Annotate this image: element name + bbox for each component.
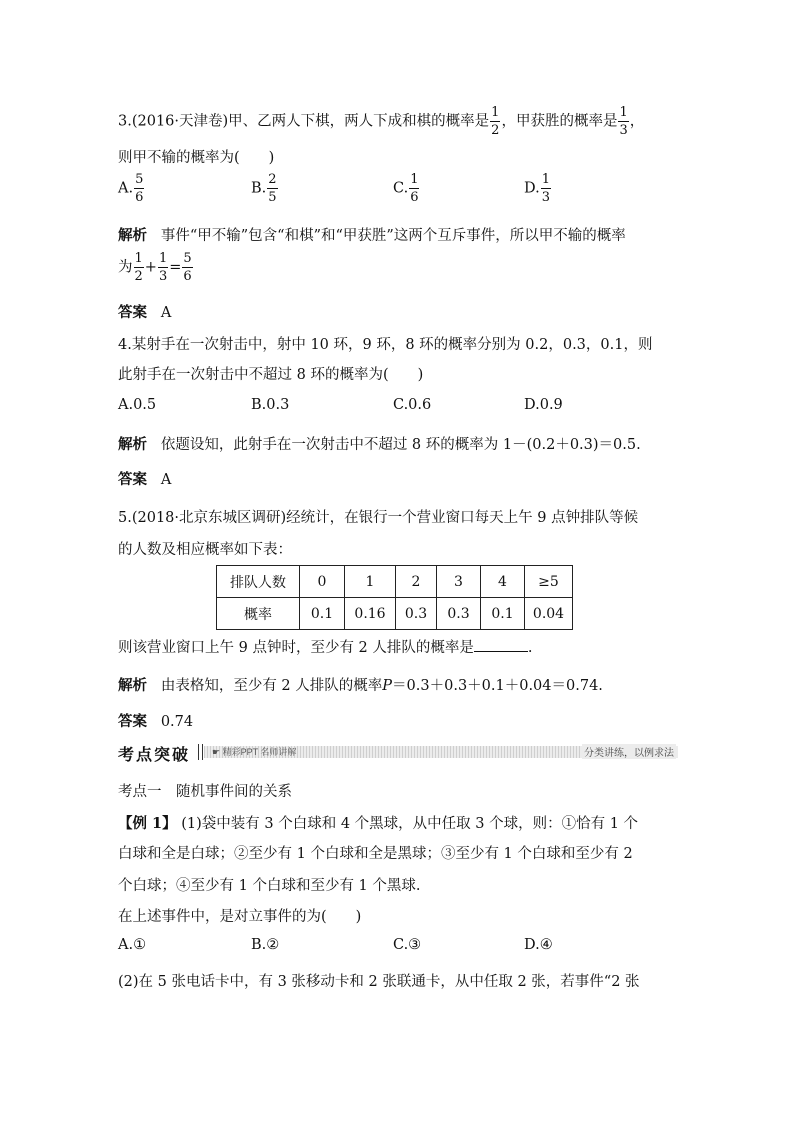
q3-option-c: C. $\frac{1}{6}$ [393,172,419,205]
table-row [217,598,573,630]
example-1-line4: 在上述事件中，是对立事件的为( ) [118,909,362,925]
table-cell: 0.1 [300,598,345,630]
example-1-part2: (2)在 5 张电话卡中，有 3 张移动卡和 2 张联通卡，从中任取 2 张，若事件“2 张 [118,974,640,990]
example-label: 【例 1】 [118,815,177,832]
table-cell: 0.3 [437,598,481,630]
section-title: 考点突破 [118,747,191,764]
q5-answer: 答案 0.74 [118,713,194,730]
q4-line1: 4.某射手在一次射击中，射中 10 环，9 环，8 环的概率分别为 0.2，0.3，0.1，则 [118,337,653,353]
example-1-line2: 白球和全是白球；②至少有 1 个白球和全是黑球；③至少有 1 个白球和至少有 2 [118,846,633,862]
q5-line1: 5.(2018·北京东城区调研)经统计，在银行一个营业窗口每天上午 9 点钟排队等候 [118,510,639,526]
example-option-c: C.③ [393,937,422,953]
q4-analysis: 解析 依题设知，此射手在一次射击中不超过 8 环的概率为 1－(0.2＋0.3)＝0.5. [118,436,641,453]
table-header-cell: 3 [437,566,481,598]
example-option-b: B.② [251,937,280,953]
q5-line2: 的人数及相应概率如下表： [118,542,292,558]
example-1-line1: 【例 1】 (1)袋中装有 3 个白球和 4 个黑球，从中任取 3 个球，则：①恰有 1 个 [118,815,639,832]
table-cell: 0.04 [525,598,573,630]
q3-analysis-formula: 为 $\frac{1}{2}$ + $\frac{1}{3}$ = $\frac{5}{6}$ [118,251,192,284]
q4-answer: 答案 A [118,471,172,488]
q4-option-c: C.0.6 [393,397,432,413]
q3-text: 3.(2016·天津卷)甲、乙两人下棋，两人下成和棋的概率是 [118,113,490,130]
table-header-cell: ≥5 [525,566,573,598]
table-header-cell: 排队人数 [217,566,300,598]
q3-analysis: 解析 事件“甲不输”包含“和棋”和“甲获胜”这两个互斥事件，所以甲不输的概率 [118,227,626,244]
q4-option-a: A.0.5 [118,397,157,413]
example-1-line3: 个白球；④至少有 1 个白球和至少有 1 个黑球. [118,878,421,894]
q3-line1: 3.(2016·天津卷)甲、乙两人下棋，两人下成和棋的概率是 $\frac{1}{2}$ ，甲获胜的概率是 $\frac{1}{3}$ ， [118,105,645,138]
example-option-d: D.④ [524,937,553,953]
q5-line3: 则该营业窗口上午 9 点钟时，至少有 2 人排队的概率是 . [118,640,533,656]
table-header-cell: 1 [345,566,396,598]
table-row [217,566,573,598]
q4-line2: 此射手在一次射击中不超过 8 环的概率为( ) [118,367,424,383]
table-cell: 概率 [217,598,300,630]
fraction: $\frac{1}{3}$ [619,105,628,138]
q3-answer: 答案 A [118,304,172,321]
q4-option-b: B.0.3 [251,397,290,413]
q3-line2: 则甲不输的概率为( ) [118,150,275,166]
example-option-a: A.① [118,937,147,953]
answer-blank [474,639,528,652]
section-subtitle: ☛ 精彩PPT 名师讲解 [212,747,297,757]
q3-option-d: D. $\frac{1}{3}$ [524,172,550,205]
topic-heading: 考点一 随机事件间的关系 [118,784,292,800]
table-header-cell: 0 [300,566,345,598]
q4-option-d: D.0.9 [524,397,563,413]
q5-analysis: 解析 由表格知，至少有 2 人排队的概率P＝0.3＋0.3＋0.1＋0.04＝0.74. [118,677,603,694]
q3-option-b: B. $\frac{2}{5}$ [251,172,277,205]
fraction: $\frac{1}{2}$ [491,105,500,138]
section-tagline: 分类讲练，以例求法 [582,744,676,759]
table-cell: 0.1 [481,598,525,630]
table-cell: 0.3 [396,598,437,630]
table-header-cell: 4 [481,566,525,598]
section-divider [198,744,203,760]
q3-option-a: A. $\frac{5}{6}$ [118,172,144,205]
section-header [118,742,678,762]
table-cell: 0.16 [345,598,396,630]
table-header-cell: 2 [396,566,437,598]
queue-probability-table [216,565,573,630]
